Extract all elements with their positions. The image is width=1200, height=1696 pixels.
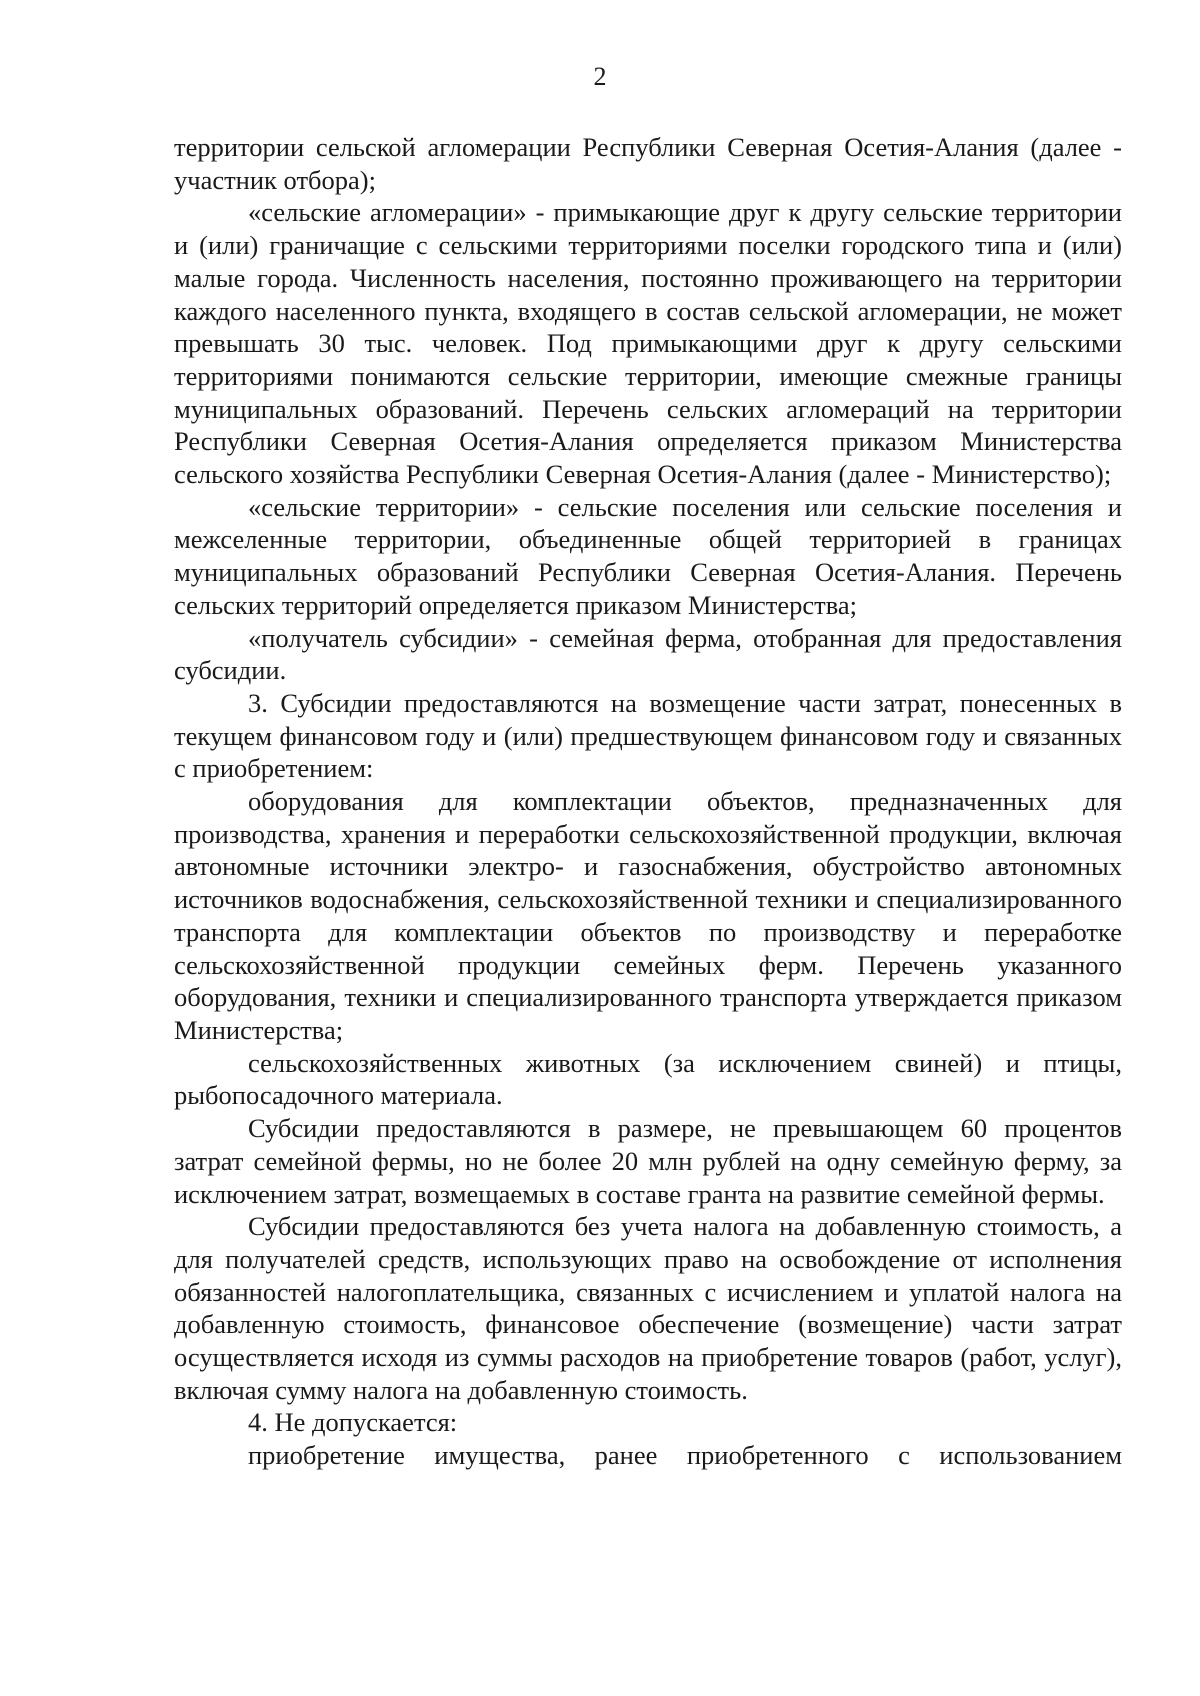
paragraph-subsidy-amount: Субсидии предоставляются в размере, не превышающем 60 процентов затрат семейной фермы, но не более 20 млн рублей на одну семейную ферму, за исключением затрат, возмещаемых в составе гранта на развитие семейной фермы.: [174, 1113, 1122, 1209]
paragraph-rural-agglomerations: «сельские агломерации» - примыкающие друг к другу сельские территории и (или) граничащие с сельскими территориями поселки городского типа и (или) малые города. Численность населения, постоянно проживающего на территории каждого населенного пункта, входящего в состав сельской агломерации, не может превышать 30 тыс. человек. Под примыкающими друг к другу сельскими территориями понимаются сельские территории, имеющие смежные границы муниципальных образований. Перечень сельских агломераций на территории Республики Северная Осетия-Алания определяется приказом Министерства сельского хозяйства Республики Северная Осетия-Алания (далее - Министерство);: [174, 197, 1122, 490]
paragraph-subsidy-recipient: «получатель субсидии» - семейная ферма, отобранная для предоставления субсидии.: [174, 622, 1122, 686]
page-number: 2: [593, 62, 607, 91]
paragraph-rural-territories: «сельские территории» - сельские поселения или сельские поселения и межселенные территории, объединенные общей территорией в границах муниципальных образований Республики Северная Осетия-Алания. Перечень сельских территорий определяется приказом Министерства;: [174, 491, 1122, 620]
paragraph-participant: территории сельской агломерации Республики Северная Осетия-Алания (далее - участник отбора);: [174, 132, 1122, 195]
paragraph-vat: Субсидии предоставляются без учета налога на добавленную стоимость, а для получателей средств, использующих право на освобождение от исполнения обязанностей налогоплательщика, связанных с исчислением и уплатой налога на добавленную стоимость, финансовое обеспечение (возмещение) части затрат осуществляется исходя из суммы расходов на приобретение товаров (работ, услуг), включая сумму налога на добавленную стоимость.: [174, 1211, 1122, 1405]
document-body: [174, 131, 1122, 1472]
paragraph-animals: сельскохозяйственных животных (за исключением свиней) и птицы, рыбопосадочного материала.: [174, 1047, 1122, 1111]
paragraph-clause-4: 4. Не допускается:: [248, 1407, 458, 1438]
paragraph-property-acquisition: приобретение имущества, ранее приобретенного с использованием: [248, 1440, 1122, 1471]
paragraph-equipment: оборудования для комплектации объектов, предназначенных для производства, хранения и переработки сельскохозяйственной продукции, включая автономные источники электро- и газоснабжения, обустройство автономных источников водоснабжения, сельскохозяйственной техники и специализированного транспорта для комплектации объектов по производству и переработке сельскохозяйственной продукции семейных ферм. Перечень указанного оборудования, техники и специализированного транспорта утверждается приказом Министерства;: [174, 786, 1122, 1045]
paragraph-clause-3: 3. Субсидии предоставляются на возмещение части затрат, понесенных в текущем финансовом году и (или) предшествующем финансовом году и связанных с приобретением:: [174, 687, 1122, 784]
